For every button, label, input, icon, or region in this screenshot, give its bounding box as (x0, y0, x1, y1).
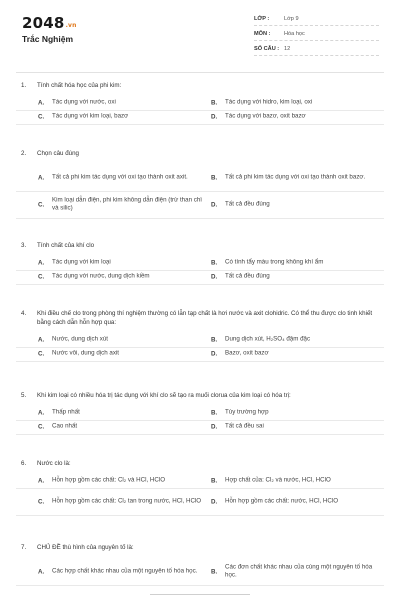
option-text: Bazơ, oxit bazơ (225, 349, 269, 357)
meta-value: 12 (284, 46, 291, 52)
option-text: Dung dịch xút, H₂SO₄ đậm đặc (225, 335, 311, 343)
option-letter: B. (211, 174, 218, 182)
header-divider (16, 72, 384, 73)
question-stem (16, 544, 384, 553)
option-text: Tác dụng với kim loại, bazơ (52, 113, 129, 120)
question-1 (16, 82, 384, 125)
option-letter: D. (211, 273, 218, 281)
option-a[interactable] (35, 97, 205, 110)
option-text: Hỗn hợp gồm các chất: nước, HCl, HClO (225, 497, 339, 505)
question-stem (16, 392, 384, 401)
meta-subject (254, 29, 379, 41)
option-letter: A. (38, 174, 45, 182)
option-c[interactable] (35, 421, 205, 434)
question-text: Tính chất hóa học của phi kim: (37, 82, 122, 89)
option-b[interactable] (208, 475, 378, 488)
question-number: 2. (21, 150, 27, 157)
option-letter: A. (38, 259, 45, 267)
question-stem (16, 82, 384, 91)
logo-suffix: .vn (65, 22, 77, 29)
question-stem (16, 150, 384, 159)
option-text: Tác dụng với kim loại (52, 259, 111, 266)
question-number: 1. (21, 82, 27, 89)
option-text: Tác dụng với nước, oxi (52, 99, 116, 106)
option-letter: D. (211, 498, 218, 506)
option-a[interactable] (35, 407, 205, 420)
option-b[interactable] (208, 257, 378, 270)
question-text: Khi điều chế clo trong phòng thí nghiệm thường có lẫn tạp chất là hơi nước và axit clohidric. Có thể thu được clo tinh khiết bằng cách dẫn hỗn hợp qua: (37, 310, 373, 326)
option-text: Có tính tẩy màu trong không khí ẩm (225, 259, 324, 266)
option-text: Hợp chất của: Cl₂ và nước, HCl, HClO (225, 477, 331, 484)
option-letter: C. (38, 273, 45, 281)
question-stem (16, 310, 384, 328)
option-text: Tác dụng với nước, dung dịch kiềm (52, 273, 150, 280)
meta-label: MÔN : (254, 31, 271, 37)
option-letter: C. (38, 201, 45, 209)
option-text: Tác dụng với hidro, kim loại, oxi (225, 99, 313, 106)
meta-grade (254, 14, 379, 26)
option-text: Tất cả phi kim tác dụng với oxi tạo thành oxit bazơ. (225, 173, 366, 181)
option-text: Tất cả phi kim tác dụng với oxi tạo thành oxit axit. (52, 173, 188, 181)
question-number: 7. (21, 544, 27, 551)
option-a[interactable] (35, 559, 205, 585)
question-number: 5. (21, 392, 27, 399)
option-b[interactable] (208, 165, 378, 191)
question-text: Chọn câu đúng (37, 150, 79, 157)
question-7 (16, 544, 384, 586)
option-text: Kim loại dẫn điện, phi kim không dẫn điện (trừ than chì và silic) (52, 196, 202, 212)
option-text: Các hợp chất khác nhau của một nguyên tố hóa học. (52, 567, 198, 575)
option-d[interactable] (208, 111, 378, 124)
logo-main: 2048 (22, 14, 65, 32)
option-letter: A. (38, 336, 45, 344)
site-logo[interactable] (22, 14, 77, 32)
page-subtitle: Trắc Nghiệm (22, 34, 74, 44)
option-letter: B. (211, 336, 218, 344)
meta-label: LỚP : (254, 16, 270, 22)
option-letter: D. (211, 201, 218, 209)
option-letter: B. (211, 568, 218, 576)
option-d[interactable] (208, 192, 378, 218)
option-a[interactable] (35, 165, 205, 191)
option-c[interactable] (35, 271, 205, 284)
option-letter: B. (211, 99, 218, 107)
option-letter: C. (38, 113, 45, 121)
option-text: Tất cả đều sai (225, 423, 264, 430)
question-text: Khi kim loại có nhiều hóa trị tác dụng với khí clo sẽ tạo ra muối clorua của kim loại có hóa trị: (37, 392, 291, 399)
question-stem (16, 460, 384, 469)
question-4 (16, 310, 384, 362)
option-a[interactable] (35, 475, 205, 488)
meta-value: Lớp 9 (284, 16, 299, 22)
option-text: Tất cả đều đúng (225, 273, 270, 280)
question-3 (16, 242, 384, 285)
option-letter: B. (211, 477, 218, 485)
option-text: Các đơn chất khác nhau của cùng một nguyên tố hóa học. (225, 563, 373, 579)
option-a[interactable] (35, 334, 205, 347)
option-text: Tất cả đều đúng (225, 200, 270, 208)
option-c[interactable] (35, 489, 205, 515)
page-bottom-rule (150, 594, 250, 595)
option-letter: D. (211, 423, 218, 431)
option-text: Nước, dung dịch xút (52, 335, 109, 343)
meta-question-count (254, 44, 379, 56)
option-letter: D. (211, 113, 218, 121)
option-d[interactable] (208, 348, 378, 361)
option-letter: A. (38, 409, 45, 417)
option-d[interactable] (208, 489, 378, 515)
question-5 (16, 392, 384, 435)
option-text: Hỗn hợp gồm các chất: Cl₂ tan trong nước, HCl, HClO (52, 497, 202, 505)
option-letter: A. (38, 568, 45, 576)
option-b[interactable] (208, 407, 378, 420)
option-letter: B. (211, 409, 218, 417)
option-text: Tùy trường hợp (225, 409, 269, 416)
meta-value: Hóa học (284, 31, 305, 37)
question-number: 4. (21, 310, 27, 317)
question-6 (16, 460, 384, 516)
option-text: Nước vôi, dung dịch axit (52, 349, 120, 357)
option-d[interactable] (208, 271, 378, 284)
option-c[interactable] (35, 111, 205, 124)
option-d[interactable] (208, 421, 378, 434)
option-b[interactable] (208, 334, 378, 347)
option-letter: A. (38, 99, 45, 107)
option-text: Thấp nhất (52, 409, 80, 416)
meta-label: SỐ CÂU : (254, 46, 280, 52)
question-text: CHỦ ĐỀ thù hình của nguyên tố là: (37, 544, 134, 551)
option-letter: C. (38, 498, 45, 506)
option-letter: A. (38, 477, 45, 485)
option-b[interactable] (208, 559, 378, 585)
option-c[interactable] (35, 348, 205, 361)
option-letter: C. (38, 350, 45, 358)
option-text: Hỗn hợp gồm các chất: Cl₂ và HCl, HClO (52, 477, 166, 484)
option-a[interactable] (35, 257, 205, 270)
question-text: Tính chất của khí clo (37, 242, 95, 249)
option-c[interactable] (35, 192, 205, 218)
question-stem (16, 242, 384, 251)
question-number: 3. (21, 242, 27, 249)
option-b[interactable] (208, 97, 378, 110)
option-text: Cao nhất (52, 423, 78, 430)
question-2 (16, 150, 384, 219)
option-letter: D. (211, 350, 218, 358)
question-text: Nước clo là: (37, 460, 71, 467)
question-number: 6. (21, 460, 27, 467)
option-letter: B. (211, 259, 218, 267)
option-text: Tác dụng với bazơ, oxit bazơ (225, 113, 306, 120)
worksheet-header (0, 0, 400, 70)
option-letter: C. (38, 423, 45, 431)
